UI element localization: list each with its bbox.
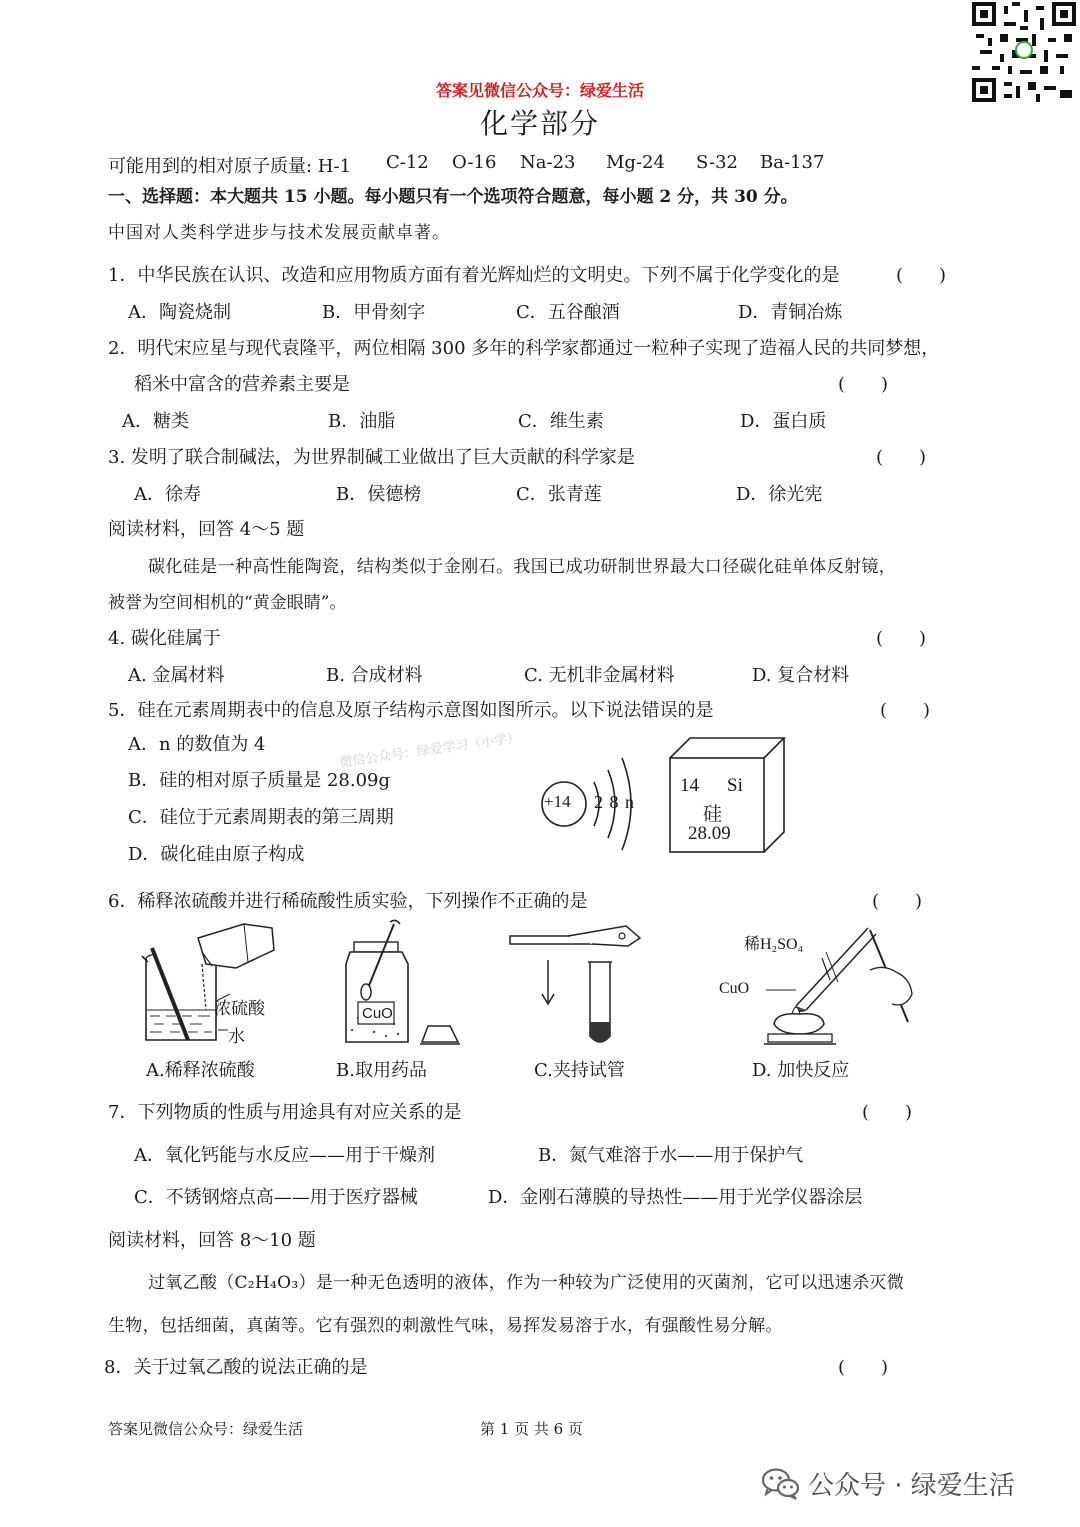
atomic-mass-c: C-12 bbox=[386, 152, 429, 173]
wechat-icon bbox=[762, 1468, 800, 1500]
q4-option-d: D. 复合材料 bbox=[752, 665, 850, 686]
label-cuo-tube: CuO bbox=[719, 980, 750, 997]
q5-option-b: B．硅的相对原子质量是 28.09g bbox=[128, 770, 391, 791]
answer-paren-q4: ( ) bbox=[876, 628, 927, 649]
q2-option-b: B．油脂 bbox=[328, 411, 396, 432]
atomic-mass-na: Na-23 bbox=[520, 152, 576, 173]
q3-option-c: C．张青莲 bbox=[516, 484, 602, 505]
q7-option-a: A．氧化钙能与水反应——用于干燥剂 bbox=[134, 1145, 435, 1166]
answer-paren-q3: ( ) bbox=[876, 447, 927, 468]
q7-option-b: B．氮气难溶于水——用于保护气 bbox=[538, 1145, 804, 1166]
q1-option-c: C．五谷酿酒 bbox=[516, 302, 620, 323]
q7-option-c: C．不锈钢熔点高——用于医疗器械 bbox=[134, 1187, 418, 1208]
question-1-stem: 1．中华民族在认识、改造和应用物质方面有着光辉灿烂的文明史。下列不属于化学变化的是 bbox=[108, 265, 840, 286]
figure-b-reagent-jar bbox=[340, 918, 470, 1050]
q2-option-a: A．糖类 bbox=[122, 411, 189, 432]
footer-page-number: 第 1 页 共 6 页 bbox=[480, 1420, 583, 1438]
element-mass: 28.09 bbox=[688, 823, 731, 844]
q7-option-d: D．金刚石薄膜的导热性——用于光学仪器涂层 bbox=[488, 1187, 863, 1208]
atomic-mass-mg: Mg-24 bbox=[606, 152, 665, 173]
q5-option-d: D．碳化硅由原子构成 bbox=[128, 844, 305, 865]
reading-prompt-4-5: 阅读材料，回答 4～5 题 bbox=[108, 519, 305, 540]
label-dilute-sulfuric-acid: 稀H₂SO₄ bbox=[744, 936, 804, 953]
q6-option-a: A.稀释浓硫酸 bbox=[146, 1060, 255, 1081]
q2-option-c: C．维生素 bbox=[518, 411, 604, 432]
label-water: 水 bbox=[228, 1027, 245, 1047]
figure-c-test-tube-clamp bbox=[508, 918, 644, 1050]
q5-option-a: A．n 的数值为 4 bbox=[128, 734, 266, 755]
header-answer-note: 答案见微信公众号：绿爱生活 bbox=[435, 81, 644, 100]
q3-option-a: A．徐寿 bbox=[134, 484, 201, 505]
electron-shells: 2 8 n bbox=[594, 792, 634, 812]
question-7-stem: 7．下列物质的性质与用途具有对应关系的是 bbox=[108, 1102, 462, 1123]
question-6-stem: 6．稀释浓硫酸并进行稀硫酸性质实验，下列操作不正确的是 bbox=[108, 891, 588, 912]
element-symbol: Si bbox=[727, 775, 743, 796]
q4-option-a: A. 金属材料 bbox=[128, 665, 225, 686]
question-8-stem: 8．关于过氧乙酸的说法正确的是 bbox=[104, 1357, 368, 1378]
label-cuo-jar: CuO bbox=[362, 1005, 393, 1022]
brand-account-name: 公众号 · 绿爱生活 bbox=[808, 1471, 1015, 1501]
q2-option-d: D．蛋白质 bbox=[740, 411, 827, 432]
element-number: 14 bbox=[680, 775, 699, 796]
answer-paren-q1: ( ) bbox=[896, 265, 947, 286]
watermark-text: 微信公众号：绿爱学习（小学） bbox=[338, 730, 521, 771]
answer-paren-q5: ( ) bbox=[880, 700, 931, 721]
intro-line: 中国对人类科学进步与技术发展贡献卓著。 bbox=[108, 223, 450, 243]
atomic-mass-o: O-16 bbox=[452, 152, 497, 173]
q3-option-b: B．侯德榜 bbox=[336, 484, 422, 505]
section-heading: 一、选择题：本大题共 15 小题。每小题只有一个选项符合题意，每小题 2 分，共 30 分。 bbox=[108, 187, 798, 207]
footer-answer-note: 答案见微信公众号：绿爱生活 bbox=[108, 1420, 304, 1438]
passage-1-line-2: 被誉为空间相机的“黄金眼睛”。 bbox=[108, 593, 347, 613]
page-title: 化学部分 bbox=[479, 107, 600, 140]
passage-2-line-1: 过氧乙酸（C₂H₄O₃）是一种无色透明的液体，作为一种较为广泛使用的灭菌剂，它可以迅速杀灭微 bbox=[148, 1273, 905, 1293]
q3-option-d: D．徐光宪 bbox=[736, 484, 823, 505]
question-5-stem: 5．硅在元素周期表中的信息及原子结构示意图如图所示。以下说法错误的是 bbox=[108, 700, 714, 721]
passage-1-line-1: 碳化硅是一种高性能陶瓷，结构类似于金刚石。我国已成功研制世界最大口径碳化硅单体反射镜， bbox=[148, 557, 897, 577]
figure-a-dilution bbox=[136, 918, 286, 1050]
atomic-mass-label: 可能用到的相对原子质量: H-1 bbox=[108, 156, 352, 177]
q6-option-d: D. 加快反应 bbox=[752, 1060, 850, 1081]
reading-prompt-8-10: 阅读材料，回答 8～10 题 bbox=[108, 1230, 316, 1251]
q6-option-c: C.夹持试管 bbox=[534, 1060, 625, 1081]
q1-option-b: B．甲骨刻字 bbox=[322, 302, 426, 323]
question-4-stem: 4. 碳化硅属于 bbox=[108, 628, 221, 649]
label-concentrated-acid: 浓硫酸 bbox=[214, 999, 265, 1019]
q5-option-c: C．硅位于元素周期表的第三周期 bbox=[128, 807, 394, 828]
passage-2-line-2: 生物，包括细菌，真菌等。它有强烈的刺激性气味，易挥发易溶于水，有强酸性易分解。 bbox=[108, 1316, 783, 1336]
nucleus-charge: +14 bbox=[544, 792, 571, 811]
q1-option-a: A．陶瓷烧制 bbox=[128, 302, 231, 323]
q6-option-b: B.取用药品 bbox=[336, 1060, 427, 1081]
question-2-stem-cont: 稻米中富含的营养素主要是 bbox=[134, 374, 350, 395]
q1-option-d: D．青铜冶炼 bbox=[738, 302, 843, 323]
question-3-stem: 3. 发明了联合制碱法，为世界制碱工业做出了巨大贡献的科学家是 bbox=[108, 447, 635, 468]
answer-paren-q6: ( ) bbox=[872, 891, 923, 912]
answer-paren-q7: ( ) bbox=[862, 1102, 913, 1123]
question-2-stem: 2．明代宋应星与现代袁隆平，两位相隔 300 多年的科学家都通过一粒种子实现了造福人民的共同梦想， bbox=[108, 338, 940, 359]
q4-option-c: C. 无机非金属材料 bbox=[524, 665, 675, 686]
answer-paren-q2: ( ) bbox=[838, 374, 889, 395]
element-name: 硅 bbox=[703, 804, 723, 825]
answer-paren-q8: ( ) bbox=[838, 1357, 889, 1378]
atomic-mass-s: S-32 bbox=[696, 152, 738, 173]
q4-option-b: B. 合成材料 bbox=[326, 665, 423, 686]
atomic-mass-ba: Ba-137 bbox=[760, 152, 825, 173]
